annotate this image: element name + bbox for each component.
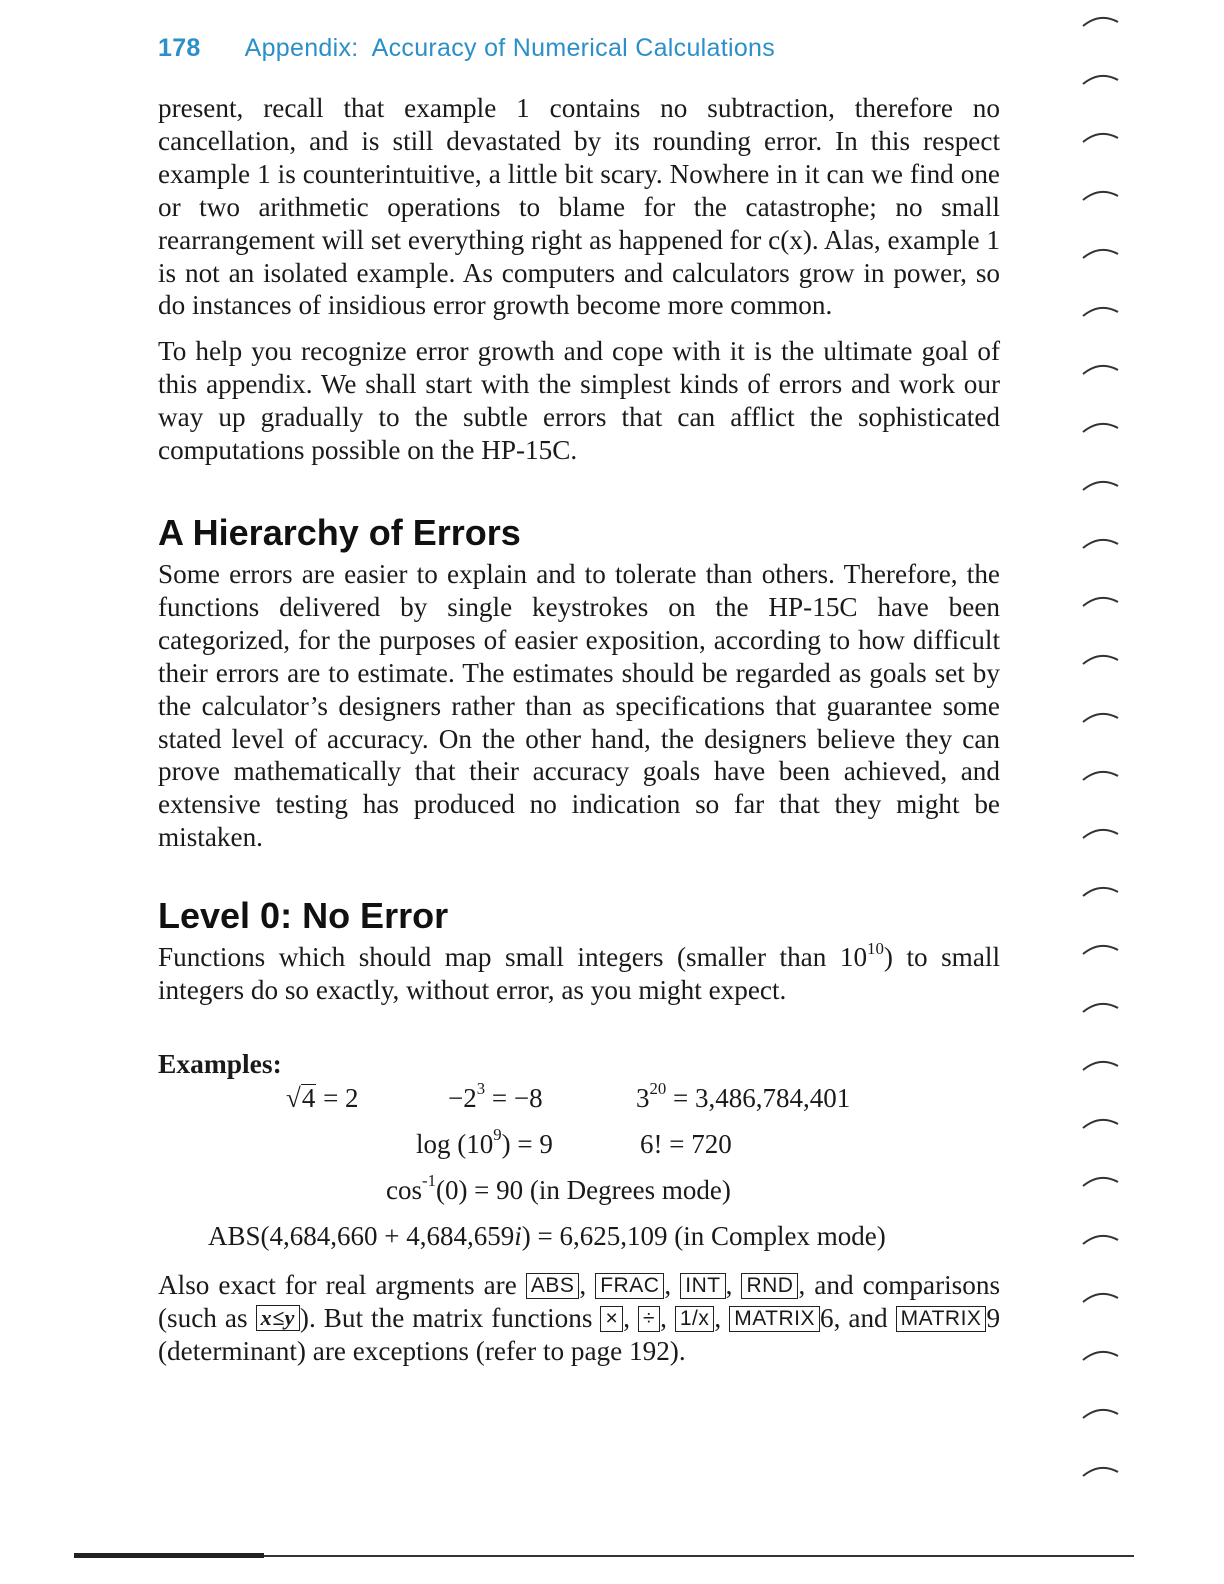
key-divide: ÷: [638, 1306, 660, 1332]
key-matrix: MATRIX: [729, 1306, 820, 1332]
binding-mark: [1083, 1062, 1118, 1070]
binding-mark: [1083, 714, 1118, 722]
key-abs: ABS: [526, 1273, 580, 1299]
binding-holes-decoration: [1078, 0, 1138, 1584]
paragraph: Functions which should map small integers (smaller than $10^{10}$) to small integers do so exactly, without error, as you might expect.: [158, 938, 1001, 1006]
binding-mark: [1083, 772, 1118, 780]
example-power: $-2^3 = -8$: [448, 1079, 543, 1113]
binding-mark: [1083, 134, 1118, 142]
key-multiply: ×: [600, 1306, 623, 1332]
binding-mark: [1083, 1120, 1118, 1128]
binding-mark: [1083, 830, 1118, 838]
binding-mark: [1083, 192, 1118, 200]
binding-mark: [1083, 1236, 1118, 1244]
binding-mark: [1083, 656, 1118, 664]
key-x-le-y: x≤y: [256, 1305, 300, 1331]
example-sqrt: √4 = 2: [286, 1082, 359, 1113]
paragraph: Also exact for real argments are ABS , FRAC , INT , RND , and comparisons (such as x≤y ). But the matrix functions × , ÷ , 1/x , MATRIX 6, and MATRIX 9 (determinant) are exceptions (refer to page 192).: [158, 1269, 1001, 1366]
key-rnd: RND: [741, 1273, 798, 1299]
page-number: 178: [158, 34, 201, 62]
binding-mark: [1083, 540, 1118, 548]
example-abs: ABS(4,684,660 + 4,684,659i) = 6,625,109 (in Complex mode): [208, 1220, 886, 1251]
key-matrix: MATRIX: [896, 1306, 987, 1332]
examples-label: Examples:: [158, 1047, 282, 1079]
section-heading: A Hierarchy of Errors: [158, 511, 521, 553]
key-frac: FRAC: [595, 1273, 664, 1299]
binding-mark: [1083, 1004, 1118, 1012]
examples-block: [158, 1081, 1000, 1261]
binding-mark: [1083, 598, 1118, 606]
binding-mark: [1083, 308, 1118, 316]
paragraph: present, recall that example 1 contains no subtraction, therefore no cancellation, and is still devastated by its rounding error. In this respect example 1 is counterintuitive, a little bit scary. Nowhere in it can we find one or two arithmetic operations to blame for the catastrophe; no small rearrangement will set everything right as happened for c(x). Alas, example 1 is not an isolated example. As computers and calculators grow in power, so do instances of insidious error growth become more common.: [158, 93, 1000, 321]
binding-mark: [1083, 366, 1118, 374]
paragraph: Some errors are easier to explain and to tolerate than others. Therefore, the functions delivered by single keystrokes on the HP-15C have been categorized, for the purposes of easier exposition, according to how difficult their errors are to estimate. The estimates should be regarded as goals set by the calculator’s designers rather than as specifications that guarantee some stated level of accuracy. On the other hand, the designers believe they can prove mathematically that their accuracy goals have been achieved, and extensive testing has produced no indication so far that they might be mistaken.: [158, 558, 1000, 853]
paragraph: To help you recognize error growth and cope with it is the ultimate goal of this appendix. We shall start with the simplest kinds of errors and work our way up gradually to the subtle errors that can afflict the sophisticated computations possible on the HP-15C.: [158, 336, 1000, 466]
binding-mark: [1083, 76, 1118, 84]
binding-mark: [1083, 946, 1118, 954]
section-heading: Level 0: No Error: [158, 895, 449, 937]
example-power: $3^{20} = 3,486,784,401$: [636, 1079, 851, 1113]
example-arccos: $\cos^{-1}(0) = 90$ (in Degrees mode): [386, 1171, 731, 1205]
binding-mark: [1083, 482, 1118, 490]
binding-mark: [1083, 1352, 1118, 1360]
binding-mark: [1083, 1410, 1118, 1418]
example-log: $\log (10^9) = 9$: [416, 1125, 553, 1159]
binding-mark: [1083, 18, 1118, 26]
key-int: INT: [680, 1273, 725, 1299]
binding-mark: [1083, 1468, 1118, 1476]
binding-mark: [1083, 888, 1118, 896]
key-reciprocal: 1/x: [675, 1306, 715, 1332]
page-content: [158, 92, 1000, 1368]
bottom-rule-accent: [74, 1553, 264, 1558]
binding-mark: [1083, 424, 1118, 432]
binding-mark: [1083, 1178, 1118, 1186]
running-title: Appendix: Accuracy of Numerical Calculations: [244, 34, 776, 62]
page-header: [158, 34, 775, 63]
example-factorial: 6! = 720: [640, 1128, 732, 1159]
binding-mark: [1083, 250, 1118, 258]
binding-mark: [1083, 1294, 1118, 1302]
